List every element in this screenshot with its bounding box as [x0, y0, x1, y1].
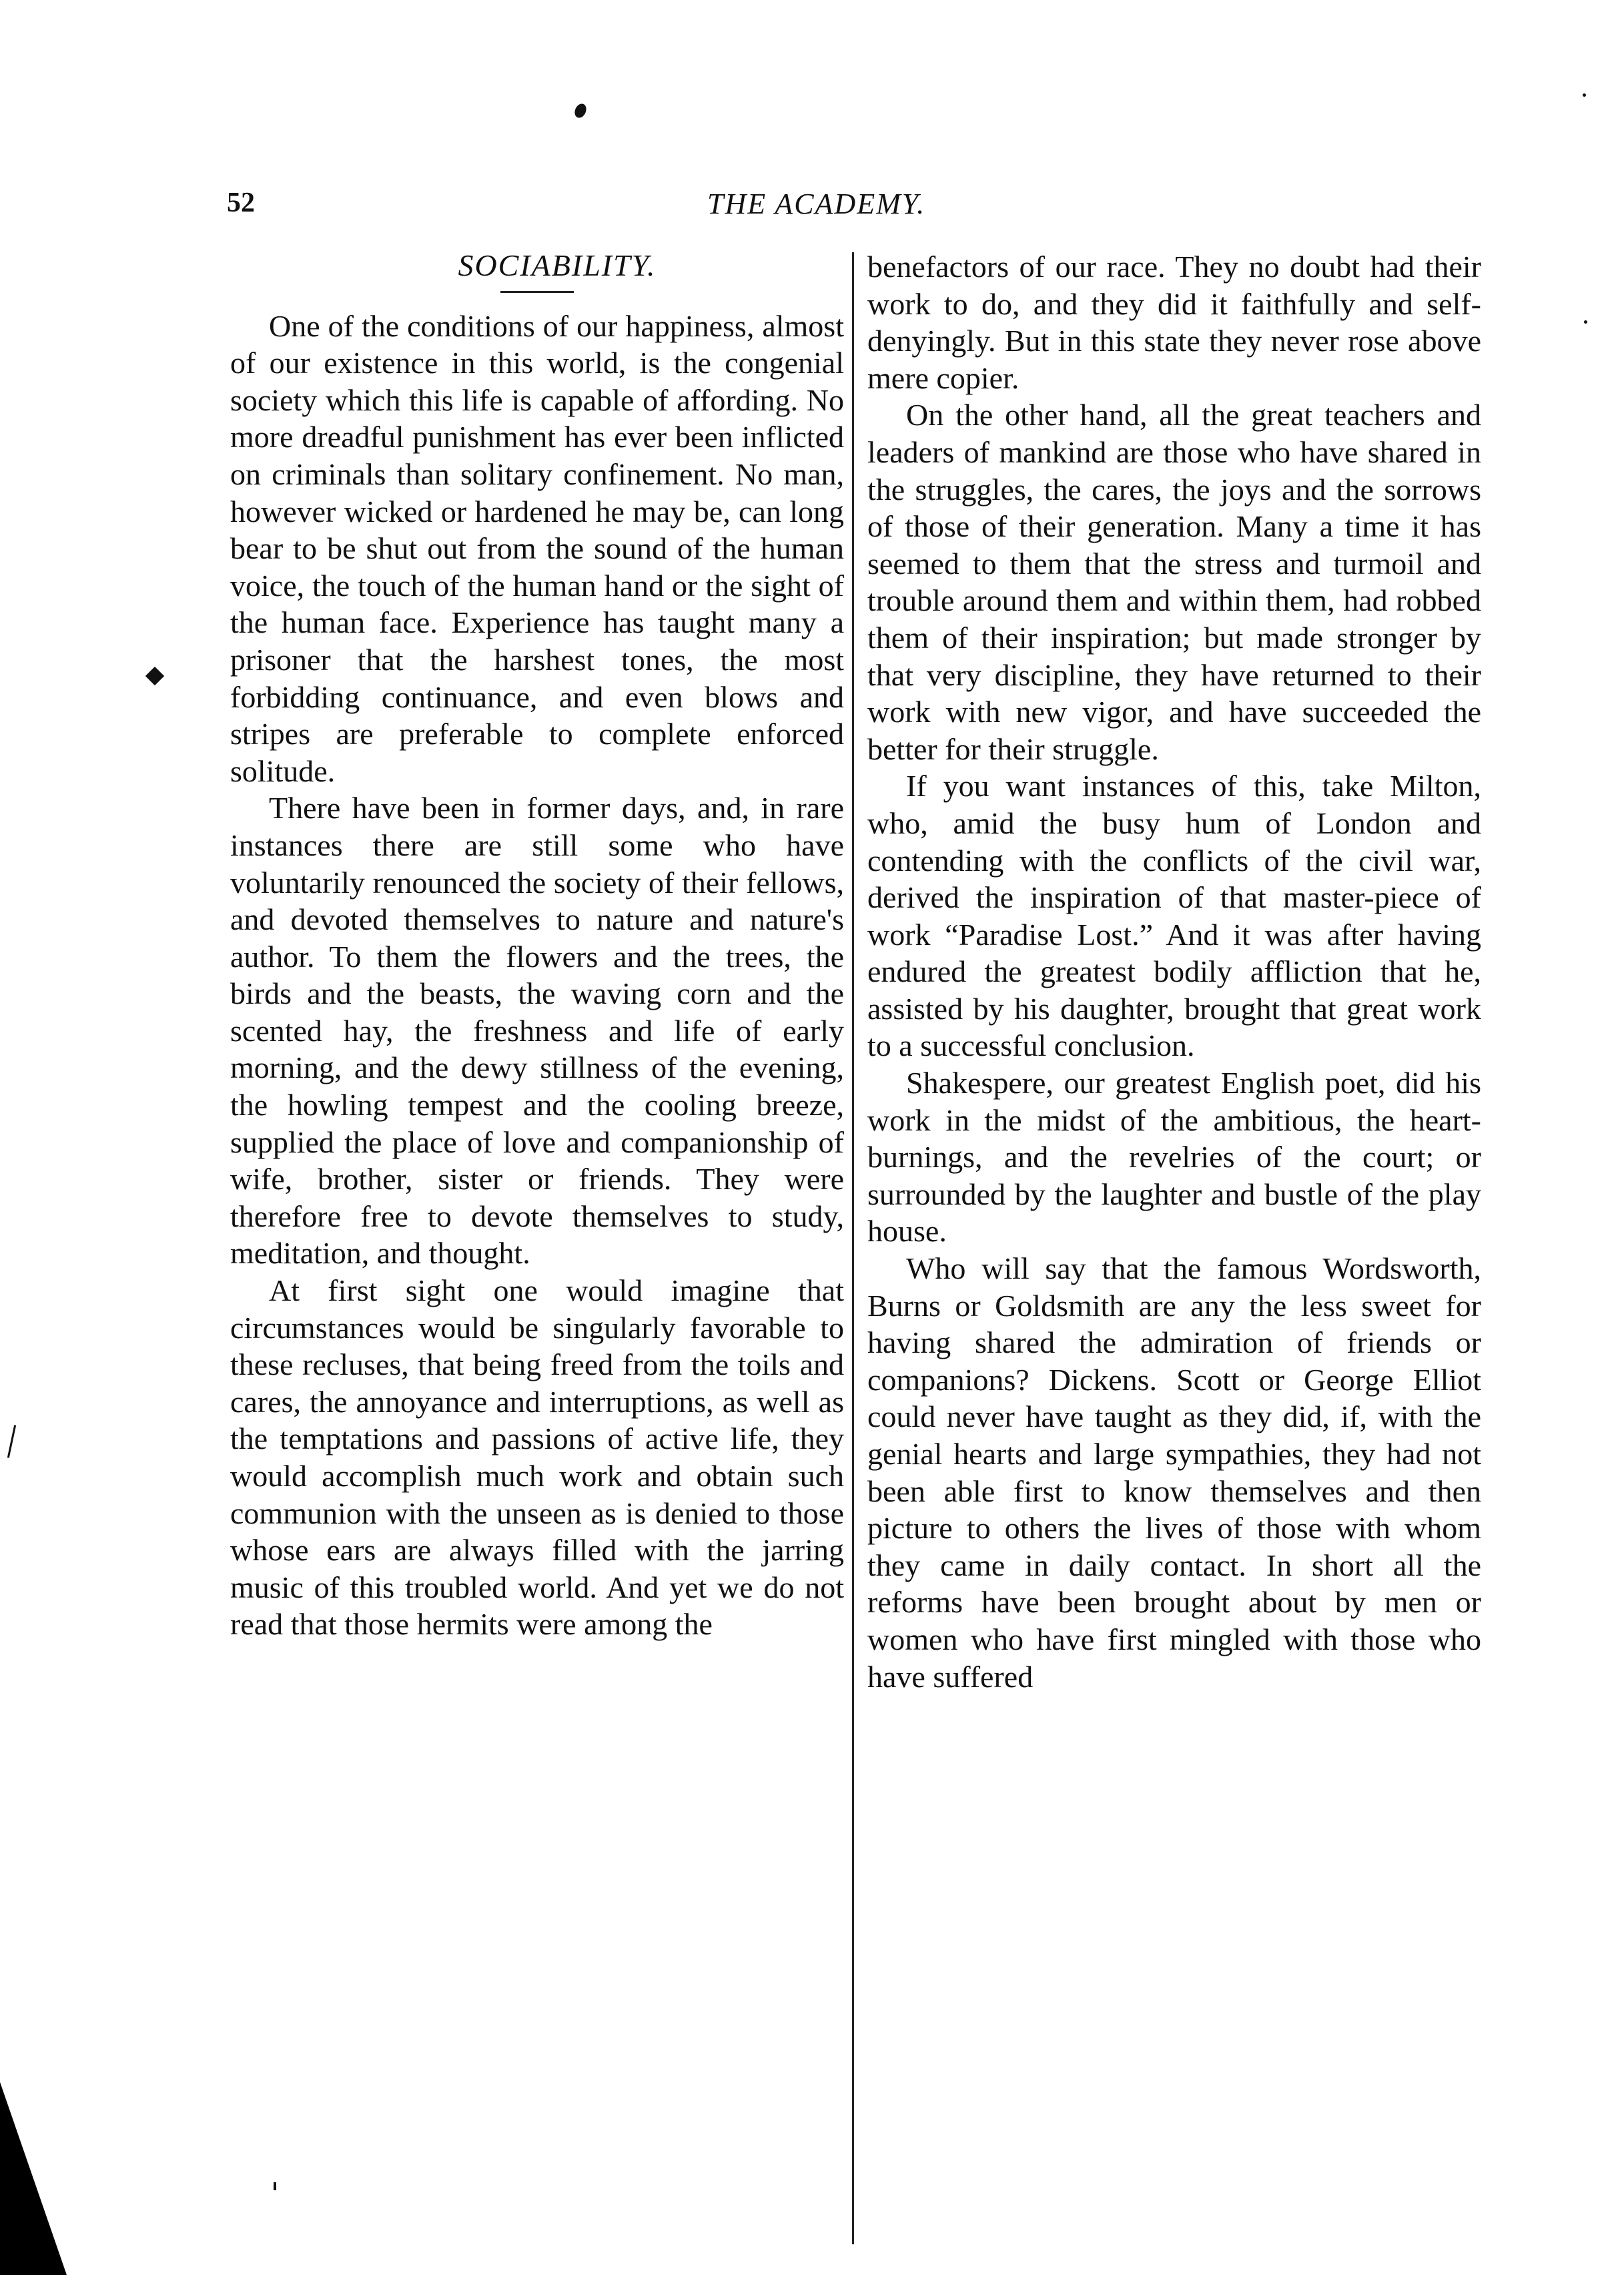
paragraph: On the other hand, all the great teachers and leaders of mankind are those who have shared in the struggles, the cares, the joys and the sorrows of those of their generation. Many a time it has seemed to them that the stress and turmoil and trouble around them and within them, had robbed them of their inspiration; but made stronger by that very discipline, they have returned to their work with new vigor, and have succeeded the better for their struggle.	[867, 398, 1481, 766]
paragraph: One of the conditions of our happiness, almost of our existence in this world, is the congenial society which this life is capable of affording. No more dreadful punishment has ever been inflicted on criminals than solitary confinement. No man, however wicked or hardened he may be, can long bear to be shut out from the sound of the human voice, the touch of the human hand or the sight of the human face. Experience has taught many a prisoner that the harshest tones, the most forbidding continuance, and even blows and stripes are preferable to complete enforced solitude.	[230, 308, 844, 788]
title-rule	[500, 291, 574, 293]
ink-speck	[274, 2182, 276, 2190]
article-title: SOCIABILITY.	[458, 248, 657, 282]
ink-speck	[145, 667, 164, 685]
page-number: 52	[227, 188, 255, 218]
page-corner-shadow	[0, 2082, 67, 2275]
paragraph: If you want instances of this, take Milton, who, amid the busy hum of London and contending with the conflicts of the civil war, derived the inspiration of that master-piece of work “Paradise Lost.” And it was after having endured the greatest bodily affliction that he, assisted by his daughter, brought that great work to a successful conclusion.	[867, 769, 1481, 1063]
column-divider	[852, 252, 854, 2244]
ink-speck	[1584, 320, 1587, 324]
ink-speck	[7, 1425, 16, 1458]
paragraph: Who will say that the famous Wordsworth, Burns or Goldsmith are any the less sweet for having shared the admiration of friends or companions? Dickens. Scott or George Elliot could never have taught as they did, if, with the genial hearts and large sympathies, they had not been able first to know themselves and then picture to others the lives of those with whom they came in daily contact. In short all the reforms have been brought about by men or women who have first mingled with those who have suffered	[867, 1251, 1481, 1694]
paragraph-continued: benefactors of our race. They no doubt had their work to do, and they did it faithfully and self-denyingly. But in this state they never rose above mere copier.	[867, 250, 1481, 395]
right-column	[867, 248, 1481, 1695]
ink-speck	[572, 102, 588, 120]
paragraph: Shakespere, our greatest English poet, did his work in the midst of the ambitious, the heart-burnings, and the revelries of the court; or surrounded by the laughter and bustle of the play house.	[867, 1066, 1481, 1249]
paragraph: At first sight one would imagine that circumstances would be singularly favorable to these recluses, that being freed from the toils and cares, the annoyance and interruptions, as well as the temptations and passions of active life, they would accomplish much work and obtain such communion with the unseen as is denied to those whose ears are always filled with the jarring music of this troubled world. And yet we do not read that those hermits were among the	[230, 1273, 844, 1642]
ink-speck	[1583, 93, 1586, 97]
left-column	[230, 247, 844, 1643]
paragraph: There have been in former days, and, in rare instances there are still some who have voluntarily renounced the society of their fellows, and devoted themselves to nature and nature's author. To them the flowers and the trees, the birds and the beasts, the waving corn and the scented hay, the freshness and life of early morning, and the dewy stillness of the evening, the howling tempest and the cooling breeze, supplied the place of love and companionship of wife, brother, sister or friends. They were therefore free to devote themselves to study, meditation, and thought.	[230, 791, 844, 1271]
running-head: THE ACADEMY.	[707, 188, 926, 220]
